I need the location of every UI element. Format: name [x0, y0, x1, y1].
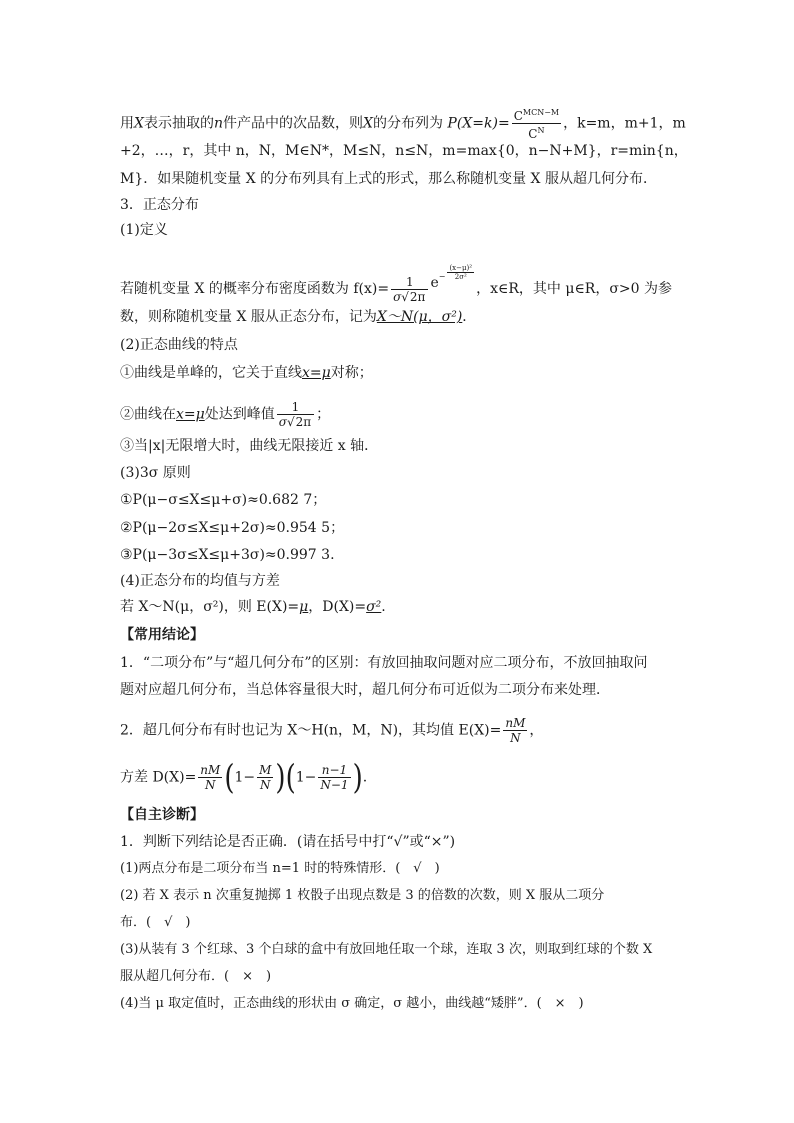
- diagnosis-item-3-line-1: (3)从装有 3 个红球、3 个白球的盒中有放回地任取一个球，连取 3 次，则取到红球的个数 X: [120, 942, 653, 957]
- text: ①曲线是单峰的，它关于直线: [120, 365, 302, 381]
- text: 方差 D(X)=: [120, 769, 197, 786]
- text: ；: [316, 406, 331, 423]
- text: ，D(X)=: [308, 599, 367, 615]
- peak-x: x=μ: [176, 406, 205, 423]
- diagnosis-item-2-line-1: (2) 若 X 表示 n 次重复抛掷 1 枚骰子出现点数是 3 的倍数的次数，则 X 服从二项分: [120, 888, 605, 903]
- notation: X～N(μ，σ²): [376, 309, 463, 325]
- diagnosis-item-3-line-2: 服从超几何分布．( × ): [120, 969, 272, 984]
- sigma-rule-2: ②P(μ−2σ≤X≤μ+2σ)≈0.954 5；: [120, 520, 345, 536]
- symmetry-line: x=μ: [302, 365, 331, 381]
- denominator: N−1: [320, 778, 349, 792]
- definition-line: [120, 264, 672, 304]
- left-paren: (: [285, 758, 296, 797]
- right-paren: ): [275, 758, 286, 797]
- comb-c: C: [528, 127, 538, 141]
- var-x: X: [134, 115, 144, 132]
- text: 的分布列为: [372, 115, 443, 132]
- text: ，k=m，m+1，m: [563, 115, 686, 132]
- mean-value: μ: [299, 599, 309, 615]
- comb-c: C: [513, 109, 523, 123]
- sigma: σ: [393, 289, 402, 304]
- denominator: N: [510, 731, 521, 745]
- text: 1−: [234, 769, 256, 786]
- curve-point-3: ③当|x|无限增大时，曲线无限接近 x 轴．: [120, 438, 379, 454]
- numerator: M: [259, 763, 272, 777]
- text: ，x∈R，其中 μ∈R，σ>0 为参: [476, 281, 672, 297]
- numerator: n−1: [318, 763, 350, 778]
- density-fraction: $\frac{1}{\sigma√2\pi}$: [391, 275, 428, 304]
- diagnosis-item-4: (4)当 μ 取定值时，正态曲线的形状由 σ 确定，σ 越小，曲线越“矮胖”．( × ): [120, 996, 584, 1011]
- text: 若 X～N(μ，σ²)，则 E(X)=: [120, 599, 300, 615]
- sqrt-arg: 2π: [295, 415, 312, 429]
- text: 件产品中的次品数，则: [223, 115, 363, 132]
- var-n: n: [213, 115, 223, 132]
- text: 对称；: [330, 365, 373, 381]
- text: 若随机变量 X 的概率分布密度函数为 f(x)=: [120, 281, 390, 297]
- curve-point-2: [120, 400, 330, 429]
- exp-sign: −: [438, 272, 446, 281]
- text: ②曲线在: [120, 406, 176, 423]
- conclusion-2-line: [120, 716, 543, 745]
- right-paren: ): [352, 758, 363, 797]
- text: .: [381, 599, 386, 615]
- text: 数，则称随机变量 X 服从正态分布，记为: [120, 309, 377, 325]
- numerator: 1: [391, 275, 428, 290]
- diagnosis-heading: 【自主诊断】: [120, 807, 204, 823]
- intro-line-2: +2，…，r，其中 n，N，M∈N*，M≤N，n≤N，m=max{0，n−N+M}，r=min{n，: [120, 143, 688, 159]
- sub-heading: (3)3σ 原则: [120, 465, 191, 481]
- variance-fraction-1: [198, 763, 222, 792]
- text: .: [362, 769, 368, 786]
- conclusion-1-line-1: 1．“二项分布”与“超几何分布”的区别：有放回抽取问题对应二项分布，不放回抽取问: [120, 655, 648, 671]
- mean-fraction: [503, 716, 527, 745]
- text: 表示抽取的: [143, 115, 214, 132]
- denominator: N: [260, 778, 271, 792]
- sub-heading: (2)正态曲线的特点: [120, 337, 238, 353]
- sigma: σ: [278, 415, 287, 429]
- mean-variance-line: [120, 598, 386, 616]
- text: 1−: [295, 769, 317, 786]
- diagnosis-item-1: (1)两点分布是二项分布当 n=1 时的特殊情形．( √ ): [120, 861, 440, 876]
- numerator: 1: [277, 400, 314, 415]
- sqrt-arg: 2π: [409, 289, 426, 304]
- peak-fraction: $\frac{1}{\sigma√2\pi}$: [277, 400, 314, 429]
- exp-num: (x−μ)²: [449, 264, 473, 272]
- sigma-rule-3: ③P(μ−3σ≤X≤μ+3σ)≈0.997 3.: [120, 547, 335, 563]
- intro-line-3: M}．如果随机变量 X 的分布列具有上式的形式，那么称随机变量 X 服从超几何分布．: [120, 171, 657, 187]
- diagnosis-item-2-line-2: 布．( √ ): [120, 915, 191, 930]
- exp-base: e: [430, 275, 439, 291]
- intro-line-1: [120, 106, 686, 141]
- variance-fraction-3: [318, 763, 350, 792]
- numerator: nM: [200, 763, 221, 777]
- diagnosis-intro: 1．判断下列结论是否正确．(请在括号中打“√”或“×”): [120, 834, 456, 850]
- text: ，: [529, 722, 544, 739]
- text: 处达到峰值: [204, 406, 275, 423]
- conclusion-1-line-2: 题对应超几何分布，当总体容量很大时，超几何分布可近似为二项分布来处理．: [120, 682, 610, 698]
- prob-lhs: P(X=k)=: [447, 115, 510, 132]
- sigma-rule-1: ①P(μ−σ≤X≤μ+σ)≈0.682 7；: [120, 492, 327, 508]
- denominator: N: [205, 778, 216, 792]
- exp-den: 2σ²: [454, 273, 467, 281]
- var-x: X: [363, 115, 373, 132]
- text: 用: [120, 115, 134, 132]
- definition-line-2: [120, 308, 476, 326]
- section-heading: 3．正态分布: [120, 197, 199, 213]
- text: ．: [462, 309, 477, 325]
- variance-fraction-2: [257, 763, 273, 792]
- left-paren: (: [224, 758, 235, 797]
- variance-value: σ²: [366, 599, 382, 615]
- sub-heading: (4)正态分布的均值与方差: [120, 573, 280, 589]
- sub-heading: (1)定义: [120, 222, 168, 238]
- curve-point-1: [120, 364, 373, 382]
- numerator: nM: [505, 716, 526, 730]
- exp-fraction: [447, 264, 474, 281]
- text: 2．超几何分布有时也记为 X～H(n，M，N)，其均值 E(X)=: [120, 722, 502, 739]
- comb-fraction: [512, 106, 561, 141]
- comb-sup: N: [537, 126, 545, 135]
- comb-sup: MCN−M: [522, 108, 560, 117]
- variance-formula-line: [120, 758, 368, 797]
- conclusions-heading: 【常用结论】: [120, 627, 204, 643]
